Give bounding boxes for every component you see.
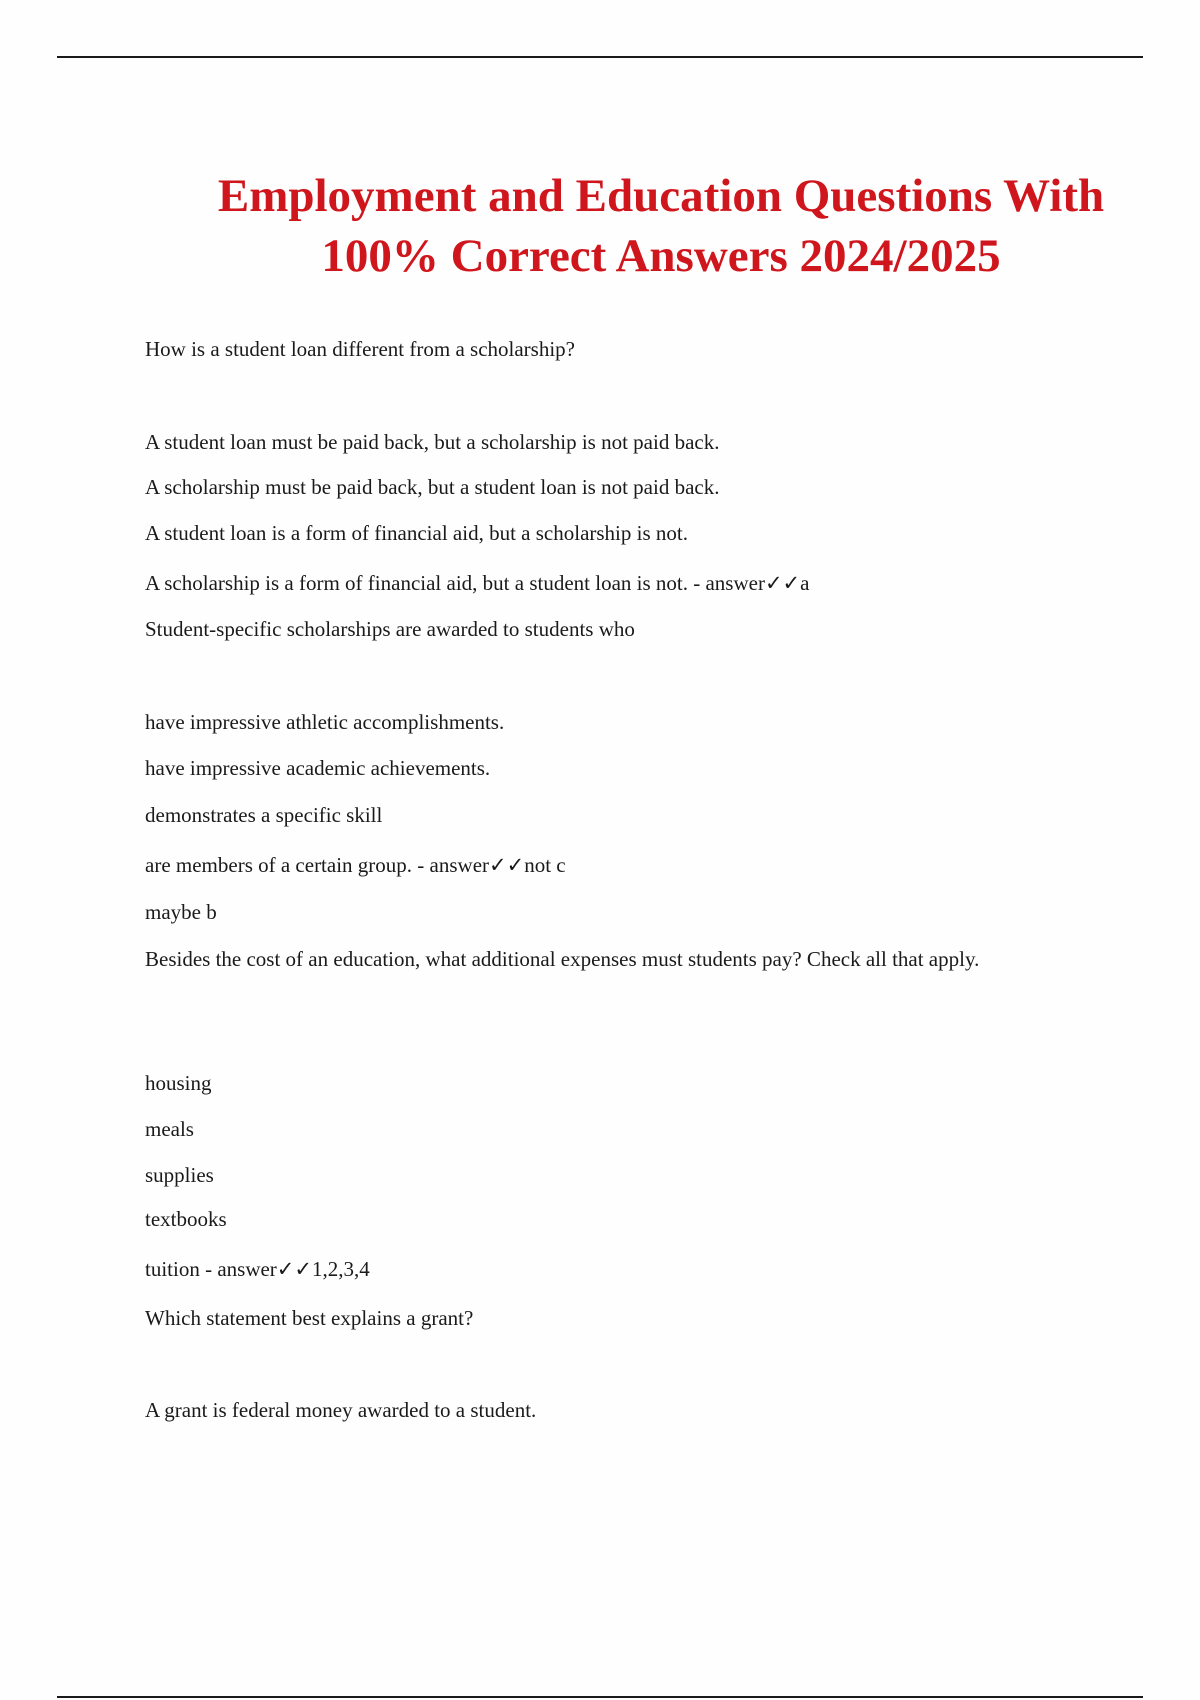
footer-rule [57,1696,1143,1698]
page-title-line-2: 100% Correct Answers 2024/2025 [321,230,1001,282]
question-4: Which statement best explains a grant? [145,1306,474,1330]
question-2-option-c: demonstrates a specific skill [145,803,383,827]
question-1-option-a: A student loan must be paid back, but a scholarship is not paid back. [145,430,720,454]
question-1-option-b: A scholarship must be paid back, but a student loan is not paid back. [145,475,720,499]
question-2-option-b: have impressive academic achievements. [145,756,491,780]
question-2: Student-specific scholarships are awarded to students who [145,617,635,641]
question-3-option-2: meals [145,1117,194,1141]
question-3: Besides the cost of an education, what additional expenses must students pay? Check all that apply. [145,947,980,971]
question-1-option-d-answer: A scholarship is a form of financial aid, but a student loan is not. - answer✓✓a [145,571,810,595]
question-3-option-3: supplies [145,1163,214,1187]
question-4-option-a: A grant is federal money awarded to a student. [145,1398,537,1422]
question-3-option-4: textbooks [145,1207,227,1231]
page-title-line-1: Employment and Education Questions With [217,170,1105,222]
question-2-option-d-answer: are members of a certain group. - answer✓✓not c [145,853,566,877]
question-1: How is a student loan different from a scholarship? [145,337,575,361]
question-3-option-5-answer: tuition - answer✓✓1,2,3,4 [145,1257,370,1281]
question-3-option-1: housing [145,1071,212,1095]
page-title [90,166,1200,286]
question-2-note: maybe b [145,900,217,924]
header-rule [57,56,1143,58]
question-2-option-a: have impressive athletic accomplishments. [145,710,505,734]
question-1-option-c: A student loan is a form of financial aid, but a scholarship is not. [145,521,688,545]
